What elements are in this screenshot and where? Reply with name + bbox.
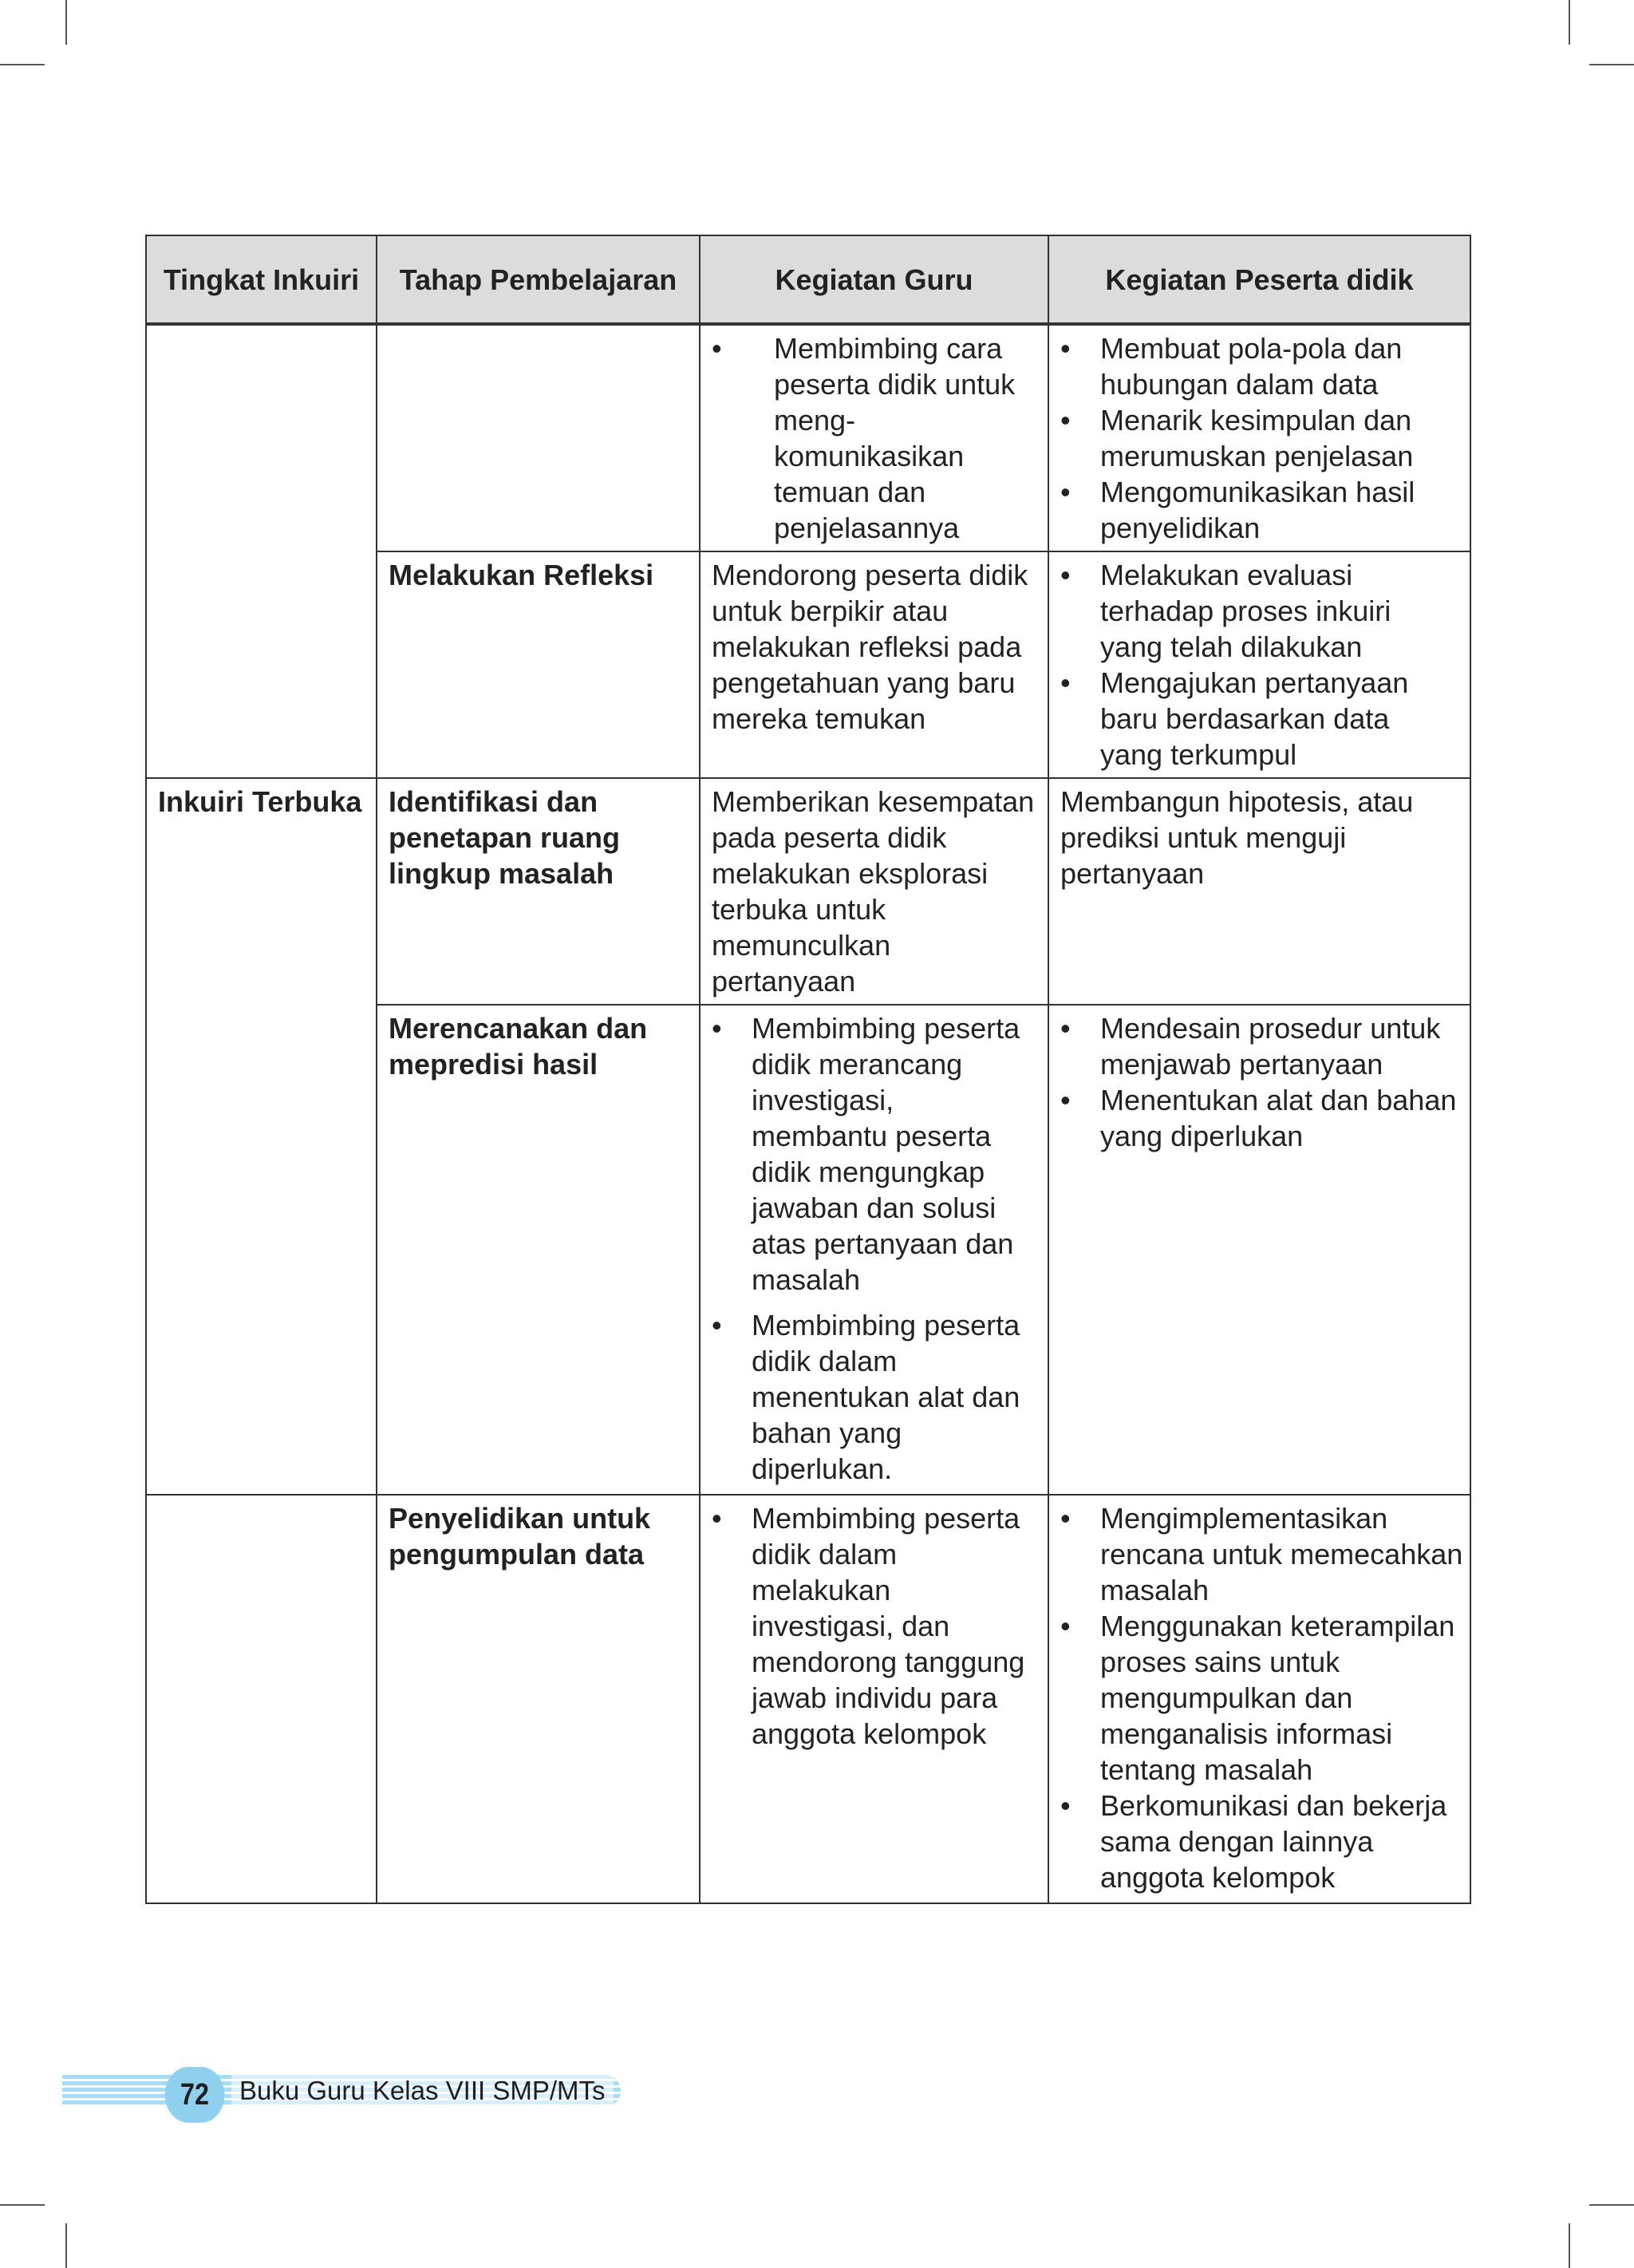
crop-mark: [1569, 2223, 1570, 2268]
crop-mark: [1569, 0, 1570, 45]
table-row: [146, 778, 1470, 1005]
siswa-item: • Menentukan alat dan bahan yang diperlukan: [1060, 1082, 1458, 1154]
table-header-row: [146, 235, 1470, 324]
table-row: [146, 1495, 1470, 1903]
siswa-item: • Mengajukan pertanyaan baru berdasarkan data yang terkumpul: [1060, 665, 1458, 772]
inquiry-table: [145, 235, 1471, 1904]
guru-cell: [700, 1005, 1048, 1495]
page-footer: [62, 2070, 621, 2112]
table-row: [146, 324, 1470, 551]
siswa-cell: [1048, 324, 1470, 551]
siswa-cell: [1048, 1005, 1470, 1495]
siswa-item: • Mendesain prosedur untuk menjawab pertanyaan: [1060, 1010, 1458, 1082]
crop-mark: [65, 2223, 67, 2268]
siswa-cell: [1048, 551, 1470, 778]
guru-cell: Mendorong peserta didik untuk berpikir atau melakukan refleksi pada pengetahuan yang baru mereka temukan: [700, 551, 1048, 778]
guru-cell: [700, 1495, 1048, 1903]
crop-mark: [0, 2204, 45, 2206]
guru-cell: [700, 324, 1048, 551]
siswa-cell: Membangun hipotesis, atau prediksi untuk menguji pertanyaan: [1048, 778, 1470, 1005]
book-title: Buku Guru Kelas VIII SMP/MTs: [231, 2075, 614, 2107]
stage-cell: Merencanakan dan mepredisi hasil: [377, 1005, 700, 1495]
guru-item: • Membimbing cara peserta didik untuk meng-komunikasikan temuan dan penjelasannya: [712, 330, 1024, 546]
stage-cell: Melakukan Refleksi: [377, 551, 700, 778]
crop-mark: [1589, 64, 1634, 65]
header-kegiatan-guru: Kegiatan Guru: [700, 235, 1048, 324]
siswa-item: • Mengimplementasikan rencana untuk memecahkan masalah: [1060, 1500, 1463, 1608]
level-cell: Inkuiri Terbuka: [146, 778, 377, 1495]
siswa-cell: [1048, 1495, 1470, 1903]
stage-cell: Identifikasi dan penetapan ruang lingkup masalah: [377, 778, 700, 1005]
page-number: 72: [165, 2067, 225, 2123]
siswa-item: • Berkomunikasi dan bekerja sama dengan lainnya anggota kelompok: [1060, 1788, 1463, 1895]
level-cell-empty: [146, 324, 377, 778]
crop-mark: [1589, 2204, 1634, 2206]
siswa-item: • Mengomunikasikan hasil penyelidikan: [1060, 474, 1458, 546]
stage-cell-empty: [377, 324, 700, 551]
siswa-item: • Melakukan evaluasi terhadap proses inkuiri yang telah dilakukan: [1060, 557, 1458, 665]
guru-item: • Membimbing peserta didik dalam melakukan investigasi, dan mendorong tanggung jawab individu para anggota kelompok: [712, 1500, 1036, 1752]
siswa-item: • Membuat pola-pola dan hubungan dalam data: [1060, 330, 1458, 402]
header-tahap-pembelajaran: Tahap Pembelajaran: [377, 235, 700, 324]
crop-mark: [65, 0, 67, 45]
guru-item: • Membimbing peserta didik merancang investigasi, membantu peserta didik mengungkap jawaban dan solusi atas pertanyaan dan masalah: [712, 1010, 1036, 1298]
header-kegiatan-peserta-didik: Kegiatan Peserta didik: [1048, 235, 1470, 324]
siswa-item: • Menarik kesimpulan dan merumuskan penjelasan: [1060, 402, 1458, 474]
siswa-item: • Menggunakan keterampilan proses sains untuk mengumpulkan dan menganalisis informasi tentang masalah: [1060, 1608, 1463, 1788]
header-tingkat-inkuiri: Tingkat Inkuiri: [146, 235, 377, 324]
level-cell-empty: [146, 1495, 377, 1903]
guru-cell: Memberikan kesempatan pada peserta didik melakukan eksplorasi terbuka untuk memunculkan pertanyaan: [700, 778, 1048, 1005]
crop-mark: [0, 64, 45, 65]
stage-cell: Penyelidikan untuk pengumpulan data: [377, 1495, 700, 1903]
guru-item: • Membimbing peserta didik dalam menentukan alat dan bahan yang diperlukan.: [712, 1307, 1036, 1487]
